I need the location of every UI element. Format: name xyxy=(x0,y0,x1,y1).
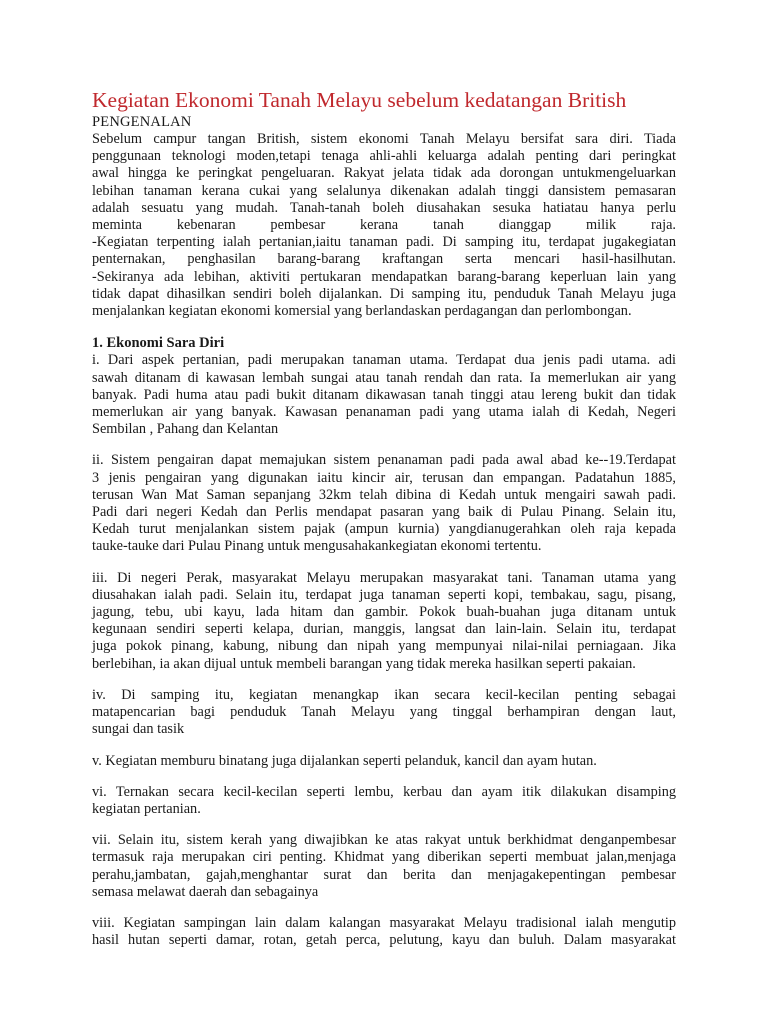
text-line: juga pokok pinang, kabung, nibung dan nipah yang mempunyai nilai-nilai perniagaan. Jika xyxy=(92,638,676,655)
document-page xyxy=(92,86,676,949)
paragraph-ii xyxy=(92,452,676,555)
text-line: -Sekiranya ada lebihan, aktiviti pertukaran mendapatkan barang-barang keperluan lain yang xyxy=(92,268,676,285)
text-line: semasa melawat daerah dan sebagainya xyxy=(92,883,319,900)
text-line: meminta kebenaran pembesar kerana tanah dianggap milik raja. xyxy=(92,217,676,234)
document-title: Kegiatan Ekonomi Tanah Melayu sebelum kedatangan British xyxy=(92,88,627,112)
text-line: jagung, tebu, ubi kayu, lada hitam dan gambir. Pokok buah-buahan juga ditanam untuk xyxy=(92,604,676,621)
text-line: matapencarian bagi penduduk Tanah Melayu yang tinggal berhampiran dengan laut, xyxy=(92,704,676,721)
paragraph-iv xyxy=(92,687,676,739)
paragraph-vii xyxy=(92,832,676,901)
text-line: iii. Di negeri Perak, masyarakat Melayu merupakan masyarakat tani. Tanaman utama yang xyxy=(92,569,676,586)
text-line: i. Dari aspek pertanian, padi merupakan tanaman utama. Terdapat dua jenis padi utama. adi xyxy=(92,352,676,369)
text-line: adalah sesuatu yang mudah. Tanah-tanah boleh diusahakan sesuka hatiatau hanya perlu xyxy=(92,199,676,216)
intro-paragraph xyxy=(92,131,676,320)
paragraph-i xyxy=(92,352,676,438)
text-line: perahu,jambatan, gajah,menghantar surat dan berita dan menjagakepentingan pembesar xyxy=(92,866,676,883)
text-line: hasil hutan seperti damar, rotan, getah perca, pelutung, kayu dan buluh. Dalam masyarakat xyxy=(92,932,676,949)
text-line: lebihan tanaman kerana cukai yang selalunya dikenakan adalah tinggi dansistem pemasaran xyxy=(92,182,676,199)
text-line: Sembilan , Pahang dan Kelantan xyxy=(92,421,279,438)
text-line: banyak. Padi huma atau padi bukit ditanam dikawasan tanah tinggi atau lereng bukit dan tidak xyxy=(92,386,676,403)
text-line: kegunaan sendiri seperti kelapa, durian, manggis, langsat dan lain-lain. Selain itu, terdapat xyxy=(92,621,676,638)
text-line: iv. Di samping itu, kegiatan menangkap ikan secara kecil-kecilan penting sebagai xyxy=(92,686,676,703)
text-line: tauke-tauke dari Pulau Pinang untuk mengusahakankegiatan ekonomi tertentu. xyxy=(92,538,542,555)
text-line: 3 jenis pengairan yang digunakan iaitu kincir air, terusan dan empangan. Padatahun 1885, xyxy=(92,469,676,486)
text-line: menjalankan kegiatan ekonomi komersial yang berlandaskan perdagangan dan perlombongan. xyxy=(92,303,632,320)
paragraph-v xyxy=(92,753,676,770)
paragraph-iii xyxy=(92,570,676,673)
text-line: vi. Ternakan secara kecil-kecilan seperti lembu, kerbau dan ayam itik dilakukan disamping xyxy=(92,783,676,800)
text-line: vii. Selain itu, sistem kerah yang diwajibkan ke atas rakyat untuk berkhidmat denganpembesar xyxy=(92,832,676,849)
text-line: terusan Wan Mat Saman sepanjang 32km telah dibina di Kedah untuk mengairi sawah padi. xyxy=(92,486,676,503)
paragraph-vi xyxy=(92,784,676,818)
section-heading: 1. Ekonomi Sara Diri xyxy=(92,335,225,352)
text-line: Padi dari negeri Kedah dan Perlis mendapat pasaran yang baik di Pulau Pinang. Selain itu, xyxy=(92,504,676,521)
text-line: memerlukan air yang banyak. Kawasan penanaman padi yang utama ialah di Kedah, Negeri xyxy=(92,404,676,421)
text-line: kegiatan pertanian. xyxy=(92,800,201,817)
text-line: viii. Kegiatan sampingan lain dalam kalangan masyarakat Melayu tradisional ialah mengutip xyxy=(92,914,676,931)
text-line: tidak dapat dihasilkan sendiri boleh dijalankan. Di samping itu, penduduk Tanah Melayu juga xyxy=(92,285,676,302)
text-line: penternakan, penghasilan barang-barang kraftangan serta mencari hasil-hasilhutan. xyxy=(92,251,676,268)
text-line: Sebelum campur tangan British, sistem ekonomi Tanah Melayu bersifat sara diri. Tiada xyxy=(92,131,676,147)
text-line: ii. Sistem pengairan dapat memajukan sistem penanaman padi pada awal abad ke--19.Terdapat xyxy=(92,452,676,469)
text-line: sawah ditanam di kawasan lembah sungai atau tanah rendah dan rata. Ia memerlukan air yang xyxy=(92,369,676,386)
text-line: sungai dan tasik xyxy=(92,721,185,738)
text-line: Kedah turut menjalankan sistem pajak (ampun kurnia) yangdianugerahkan oleh raja kepada xyxy=(92,521,676,538)
text-line: berlebihan, ia akan dijual untuk membeli barangan yang tidak mereka hasilkan seperti pakaian. xyxy=(92,655,636,672)
text-line: penggunaan teknologi moden,tetapi tenaga ahli-ahli keluarga adalah penting dari peringkat xyxy=(92,148,676,165)
text-line: diusahakan ialah padi. Selain itu, terdapat juga tanaman seperti kopi, tembakau, sagu, pisang, xyxy=(92,586,676,603)
text-line: awal hingga ke peringkat pengeluaran. Rakyat jelata tidak ada dorongan untukmengeluarkan xyxy=(92,165,676,182)
text-line: v. Kegiatan memburu binatang juga dijalankan seperti pelanduk, kancil dan ayam hutan. xyxy=(92,752,597,769)
text-line: termasuk raja merupakan ciri penting. Khidmat yang diberikan seperti membuat jalan,menjaga xyxy=(92,849,676,866)
intro-label: PENGENALAN xyxy=(92,114,192,130)
text-line: -Kegiatan terpenting ialah pertanian,iaitu tanaman padi. Di samping itu, terdapat jugakegiatan xyxy=(92,234,676,251)
paragraph-viii xyxy=(92,915,676,949)
